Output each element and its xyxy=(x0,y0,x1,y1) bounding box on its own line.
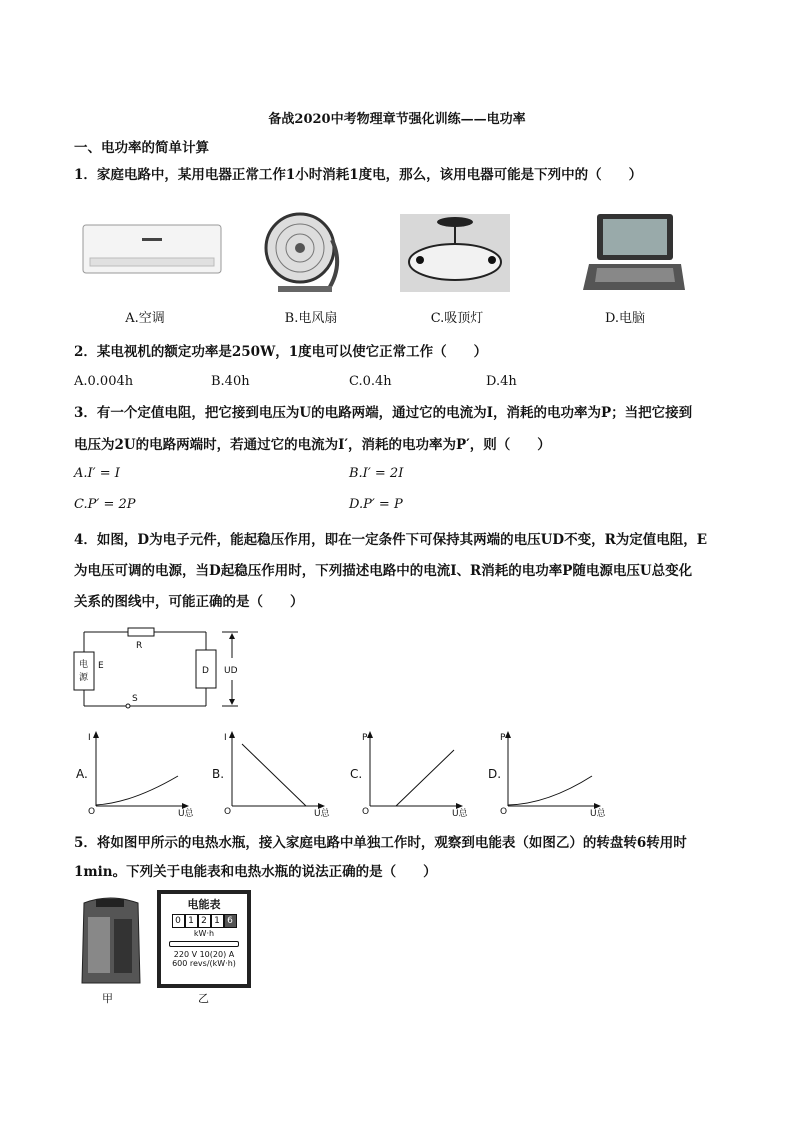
label-s: S xyxy=(132,694,138,704)
circuit-diagram xyxy=(66,622,256,712)
label-source-bottom: 源 xyxy=(79,673,89,683)
svg-text:D.: D. xyxy=(488,767,502,781)
svg-text:O: O xyxy=(88,807,96,817)
question-3-line-1: 3．有一个定值电阻，把它接到电压为U的电路两端，通过它的电流为I，消耗的电功率为P；当把它接到 xyxy=(74,405,693,421)
svg-text:O: O xyxy=(500,807,508,817)
section-heading: 一、电功率的简单计算 xyxy=(74,140,209,156)
svg-text:C.: C. xyxy=(350,767,363,781)
question-2-text: 2．某电视机的额定功率是250W，1度电可以使它正常工作（ ） xyxy=(74,344,488,360)
q2-option-d: D.4h xyxy=(486,374,517,389)
electric-fan-image xyxy=(262,210,342,296)
q2-option-a: A.0.004h xyxy=(74,374,134,389)
svg-text:O: O xyxy=(224,807,232,817)
electric-thermos-image xyxy=(76,895,146,989)
svg-text:U总: U总 xyxy=(314,809,330,819)
q2-option-c: C.0.4h xyxy=(349,374,392,389)
meter-title: 电能表 xyxy=(187,898,221,911)
electric-meter xyxy=(157,890,251,988)
svg-text:P: P xyxy=(500,733,506,743)
q2-option-b: B.40h xyxy=(211,374,250,389)
meter-unit: kW·h xyxy=(193,929,215,938)
label-e: E xyxy=(98,661,104,671)
air-conditioner-image xyxy=(82,224,222,276)
meter-digit-5: 6 xyxy=(224,914,237,928)
q1-option-b: B.电风扇 xyxy=(284,311,338,326)
question-4-line-2: 为电压可调的电源，当D起稳压作用时，下列描述电路中的电流I、R消耗的电功率P随电源电压U总变化 xyxy=(74,563,693,579)
graph-c xyxy=(346,728,472,819)
q1-option-a: A.空调 xyxy=(125,311,165,326)
q3-option-a: A.I′ = I xyxy=(74,466,120,481)
q1-option-d: D.电脑 xyxy=(604,311,646,326)
graph-b xyxy=(208,728,334,819)
question-4-line-1: 4．如图，D为电子元件，能起稳压作用，即在一定条件下可保持其两端的电压UD不变，R为定值电阻，E xyxy=(74,532,708,548)
meter-digit-1: 0 xyxy=(172,914,185,928)
meter-dial-window xyxy=(169,941,239,947)
label-ud: UD xyxy=(224,666,238,676)
svg-text:A.: A. xyxy=(76,767,88,781)
curve-b xyxy=(242,744,306,806)
svg-text:U总: U总 xyxy=(452,809,468,819)
curve-a xyxy=(96,776,178,805)
q3-option-b: B.I′ = 2I xyxy=(349,466,404,481)
svg-text:U总: U总 xyxy=(590,809,606,819)
q1-option-c: C.吸顶灯 xyxy=(430,311,484,326)
label-d: D xyxy=(202,666,209,676)
meter-digit-2: 1 xyxy=(185,914,198,928)
curve-d xyxy=(508,776,592,805)
computer-image xyxy=(583,212,685,294)
label-yi: 乙 xyxy=(198,992,209,1005)
meter-digit-3: 2 xyxy=(198,914,211,928)
ceiling-lamp-image xyxy=(400,214,510,292)
graph-a xyxy=(72,728,198,819)
source-e xyxy=(74,652,94,690)
q3-option-c: C.P′ = 2P xyxy=(74,497,136,512)
svg-text:I: I xyxy=(88,733,91,743)
label-jia: 甲 xyxy=(102,992,113,1005)
svg-text:O: O xyxy=(362,807,370,817)
label-source-top: 电 xyxy=(79,660,89,670)
label-r: R xyxy=(136,641,143,651)
meter-digit-4: 1 xyxy=(211,914,224,928)
graph-d xyxy=(484,728,610,819)
page-title: 备战2020中考物理章节强化训练——电功率 xyxy=(268,112,526,127)
svg-text:U总: U总 xyxy=(178,809,194,819)
question-1-text: 1．家庭电路中，某用电器正常工作1小时消耗1度电，那么，该用电器可能是下列中的（ ） xyxy=(74,167,643,183)
meter-spec-2: 600 revs/(kW·h) xyxy=(172,959,236,968)
svg-text:B.: B. xyxy=(212,767,225,781)
question-5-line-1: 5．将如图甲所示的电热水瓶，接入家庭电路中单独工作时，观察到电能表（如图乙）的转盘转6转用时 xyxy=(74,835,687,851)
question-4-line-3: 关系的图线中，可能正确的是（ ） xyxy=(74,594,304,610)
resistor-r xyxy=(128,628,154,636)
svg-text:I: I xyxy=(224,733,227,743)
question-5-line-2: 1min。下列关于电能表和电热水瓶的说法正确的是（ ） xyxy=(74,864,437,880)
meter-spec-1: 220 V 10(20) A xyxy=(173,950,235,959)
svg-text:P: P xyxy=(362,733,368,743)
question-3-line-2: 电压为2U的电路两端时，若通过它的电流为I′，消耗的电功率为P′，则（ ） xyxy=(74,437,551,453)
curve-c xyxy=(396,750,454,806)
q3-option-d: D.P′ = P xyxy=(349,497,403,512)
